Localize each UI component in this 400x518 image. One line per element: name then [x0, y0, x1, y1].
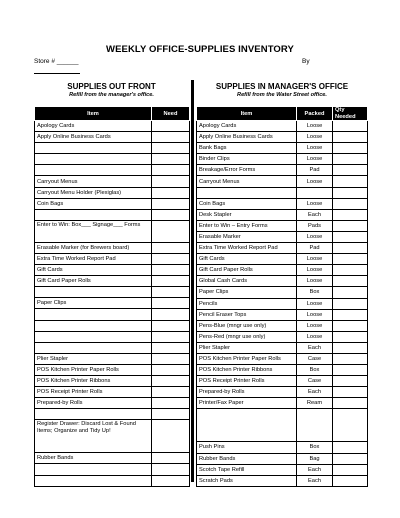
item-cell	[35, 342, 152, 353]
need-cell[interactable]	[152, 364, 190, 375]
qty-needed-cell[interactable]	[333, 442, 368, 453]
packed-cell: Loose	[297, 132, 333, 143]
qty-needed-cell[interactable]	[333, 220, 368, 231]
need-cell[interactable]	[152, 331, 190, 342]
qty-needed-cell[interactable]	[333, 387, 368, 398]
need-cell[interactable]	[152, 132, 190, 143]
qty-needed-cell[interactable]	[333, 398, 368, 409]
item-cell: Scratch Pads	[197, 475, 297, 486]
manager-office-subheading: Refill from the Water Street office.	[237, 92, 327, 98]
need-cell[interactable]	[152, 242, 190, 253]
item-cell: Pencils	[197, 298, 297, 309]
item-cell: Extra Time Worked Report Pad	[35, 253, 152, 264]
item-cell: Apology Cards	[35, 121, 152, 132]
qty-needed-cell[interactable]	[333, 121, 368, 132]
need-cell[interactable]	[152, 298, 190, 309]
packed-cell: Box	[297, 287, 333, 298]
item-cell: Global Cash Cards	[197, 276, 297, 287]
table-row	[35, 154, 190, 165]
table-row	[197, 165, 368, 176]
item-cell: Gift Cards	[35, 265, 152, 276]
qty-needed-cell[interactable]	[333, 287, 368, 298]
qty-needed-cell[interactable]	[333, 376, 368, 387]
table-row	[197, 287, 368, 298]
table-row	[35, 475, 190, 486]
table-row	[35, 375, 190, 386]
out-front-subheading: Refill from the manager's office.	[69, 92, 154, 98]
need-cell[interactable]	[152, 353, 190, 364]
packed-cell: Pad	[297, 165, 333, 176]
item-cell: Binder Clips	[197, 154, 297, 165]
packed-cell: Box	[297, 442, 333, 453]
item-cell: POS Kitchen Printer Paper Rolls	[197, 353, 297, 364]
packed-cell: Case	[297, 376, 333, 387]
item-cell: POS Receipt Printer Rolls	[197, 376, 297, 387]
need-cell[interactable]	[152, 165, 190, 176]
column-header-item: Item	[35, 107, 152, 121]
table-row	[35, 453, 190, 464]
item-cell	[35, 143, 152, 154]
item-cell: Coin Bags	[35, 198, 152, 209]
table-row	[35, 320, 190, 331]
item-cell	[35, 287, 152, 298]
out-front-section-header	[34, 82, 189, 98]
item-cell: POS Kitchen Printer Paper Rolls	[35, 364, 152, 375]
item-cell: Plier Stapler	[197, 342, 297, 353]
table-row	[197, 398, 368, 409]
packed-cell	[297, 409, 333, 442]
table-row	[35, 187, 190, 198]
packed-cell: Loose	[297, 198, 333, 209]
packed-cell: Loose	[297, 154, 333, 165]
packed-cell: Box	[297, 365, 333, 376]
manager-office-section-header	[197, 82, 367, 98]
item-cell: Prepared-by Rolls	[197, 387, 297, 398]
item-cell	[35, 309, 152, 320]
qty-needed-cell[interactable]	[333, 143, 368, 154]
table-row	[197, 231, 368, 242]
item-cell: Erasable Marker (for Brewers board)	[35, 242, 152, 253]
qty-needed-cell[interactable]	[333, 475, 368, 486]
item-cell: Plier Stapler	[35, 353, 152, 364]
packed-cell: Loose	[297, 143, 333, 154]
table-row	[197, 176, 368, 187]
packed-cell: Bag	[297, 453, 333, 464]
item-cell	[35, 154, 152, 165]
table-row	[35, 132, 190, 143]
item-cell	[35, 320, 152, 331]
packed-cell: Each	[297, 464, 333, 475]
packed-cell: Ream	[297, 398, 333, 409]
store-blank-line	[34, 73, 80, 74]
qty-needed-cell[interactable]	[333, 198, 368, 209]
packed-cell: Loose	[297, 320, 333, 331]
item-cell: Bank Bags	[197, 143, 297, 154]
table-row	[197, 331, 368, 342]
table-row	[35, 387, 190, 398]
column-header-need: Need	[152, 107, 190, 121]
packed-cell: Each	[297, 387, 333, 398]
need-cell[interactable]	[152, 220, 190, 242]
qty-needed-cell[interactable]	[333, 309, 368, 320]
need-cell[interactable]	[152, 276, 190, 287]
table-row	[197, 220, 368, 231]
table-row	[197, 121, 368, 132]
store-number-label: Store # ______	[34, 58, 79, 65]
need-cell[interactable]	[152, 464, 190, 475]
item-cell	[35, 409, 152, 420]
by-label: By	[302, 58, 310, 65]
column-header-qty-needed: Qty Needed	[333, 107, 368, 121]
table-row	[35, 253, 190, 264]
table-row	[197, 464, 368, 475]
qty-needed-cell[interactable]	[333, 165, 368, 176]
table-row	[197, 132, 368, 143]
item-cell: POS Kitchen Printer Ribbons	[35, 375, 152, 386]
table-row	[197, 342, 368, 353]
table-row	[197, 254, 368, 265]
table-row	[197, 453, 368, 464]
packed-cell: Loose	[297, 265, 333, 276]
need-cell[interactable]	[152, 198, 190, 209]
column-header-packed: Packed	[297, 107, 333, 121]
need-cell[interactable]	[152, 154, 190, 165]
qty-needed-cell[interactable]	[333, 154, 368, 165]
packed-cell: Each	[297, 342, 333, 353]
packed-cell: Loose	[297, 276, 333, 287]
need-cell[interactable]	[152, 265, 190, 276]
table-row	[35, 353, 190, 364]
table-row	[197, 154, 368, 165]
table-row	[35, 121, 190, 132]
item-cell: Carryout Menus	[35, 176, 152, 187]
table-row	[197, 442, 368, 453]
qty-needed-cell[interactable]	[333, 209, 368, 220]
item-cell: Pencil Eraser Tops	[197, 309, 297, 320]
qty-needed-cell[interactable]	[333, 132, 368, 143]
table-row	[35, 242, 190, 253]
item-cell: Apply Online Business Cards	[35, 132, 152, 143]
item-cell: Carryout Menus	[197, 176, 297, 187]
table-row	[35, 276, 190, 287]
item-cell: Rubber Bands	[35, 453, 152, 464]
item-cell: Gift Card Paper Rolls	[35, 276, 152, 287]
table-row	[197, 376, 368, 387]
qty-needed-cell[interactable]	[333, 453, 368, 464]
qty-needed-cell[interactable]	[333, 320, 368, 331]
need-cell[interactable]	[152, 121, 190, 132]
need-cell[interactable]	[152, 375, 190, 386]
item-cell: Prepared-by Rolls	[35, 398, 152, 409]
page-title: WEEKLY OFFICE-SUPPLIES INVENTORY	[106, 44, 294, 55]
item-cell: Desk Stapler	[197, 209, 297, 220]
table-row	[35, 309, 190, 320]
out-front-table	[34, 106, 190, 487]
item-cell: Pens-Red (mngr use only)	[197, 331, 297, 342]
table-row	[35, 364, 190, 375]
packed-cell: Loose	[297, 298, 333, 309]
packed-cell: Loose	[297, 176, 333, 187]
packed-cell: Loose	[297, 331, 333, 342]
qty-needed-cell[interactable]	[333, 409, 368, 442]
qty-needed-cell[interactable]	[333, 187, 368, 198]
table-row	[35, 409, 190, 420]
table-row	[197, 143, 368, 154]
item-cell: Printer/Fax Paper	[197, 398, 297, 409]
table-row	[197, 365, 368, 376]
need-cell[interactable]	[152, 176, 190, 187]
need-cell[interactable]	[152, 309, 190, 320]
item-cell: Gift Card Paper Rolls	[197, 265, 297, 276]
need-cell[interactable]	[152, 453, 190, 464]
item-cell: Pens-Blue (mngr use only)	[197, 320, 297, 331]
item-cell	[197, 187, 297, 198]
column-header-item: Item	[197, 107, 297, 121]
qty-needed-cell[interactable]	[333, 243, 368, 254]
manager-office-heading: SUPPLIES IN MANAGER'S OFFICE	[215, 82, 349, 91]
qty-needed-cell[interactable]	[333, 254, 368, 265]
table-row	[35, 298, 190, 309]
item-cell: Register Drawer: Discard Lost & Found Items; Organize and Tidy Up!	[35, 420, 152, 453]
table-row	[197, 209, 368, 220]
packed-cell: Loose	[297, 254, 333, 265]
need-cell[interactable]	[152, 398, 190, 409]
table-row	[35, 331, 190, 342]
need-cell[interactable]	[152, 253, 190, 264]
item-cell: Carryout Menu Holder (Plexiglas)	[35, 187, 152, 198]
item-cell: Gift Cards	[197, 254, 297, 265]
need-cell[interactable]	[152, 143, 190, 154]
item-cell: Apply Online Business Cards	[197, 132, 297, 143]
packed-cell: Each	[297, 209, 333, 220]
item-cell: Apology Cards	[197, 121, 297, 132]
packed-cell: Case	[297, 353, 333, 364]
packed-cell: Loose	[297, 121, 333, 132]
qty-needed-cell[interactable]	[333, 342, 368, 353]
manager-office-table	[196, 106, 368, 487]
table-row	[197, 320, 368, 331]
table-row	[197, 387, 368, 398]
qty-needed-cell[interactable]	[333, 365, 368, 376]
table-row	[197, 475, 368, 486]
need-cell[interactable]	[152, 320, 190, 331]
item-cell: POS Receipt Printer Rolls	[35, 387, 152, 398]
table-row	[197, 298, 368, 309]
table-row	[35, 176, 190, 187]
item-cell: POS Kitchen Printer Ribbons	[197, 365, 297, 376]
packed-cell: Loose	[297, 309, 333, 320]
need-cell[interactable]	[152, 409, 190, 420]
need-cell[interactable]	[152, 187, 190, 198]
packed-cell: Loose	[297, 231, 333, 242]
table-row	[197, 409, 368, 442]
item-cell	[35, 331, 152, 342]
table-row	[197, 265, 368, 276]
table-row	[35, 220, 190, 242]
item-cell: Erasable Marker	[197, 231, 297, 242]
need-cell[interactable]	[152, 287, 190, 298]
table-row	[35, 342, 190, 353]
table-row	[197, 187, 368, 198]
table-row	[35, 420, 190, 453]
column-divider	[191, 80, 194, 482]
item-cell	[35, 464, 152, 475]
item-cell	[35, 475, 152, 486]
table-row	[197, 243, 368, 254]
item-cell: Scotch Tape Refill	[197, 464, 297, 475]
item-cell	[197, 409, 297, 442]
item-cell: Push Pins	[197, 442, 297, 453]
item-cell: Coin Bags	[197, 198, 297, 209]
need-cell[interactable]	[152, 342, 190, 353]
table-row	[35, 398, 190, 409]
packed-cell: Each	[297, 475, 333, 486]
item-cell: Breakage/Error Forms	[197, 165, 297, 176]
qty-needed-cell[interactable]	[333, 464, 368, 475]
out-front-heading: SUPPLIES OUT FRONT	[67, 82, 156, 91]
need-cell[interactable]	[152, 209, 190, 220]
item-cell: Enter to Win: Box___ Signage___ Forms	[35, 220, 152, 242]
item-cell	[35, 209, 152, 220]
table-row	[35, 287, 190, 298]
table-row	[197, 353, 368, 364]
need-cell[interactable]	[152, 387, 190, 398]
table-row	[35, 198, 190, 209]
item-cell: Paper Clips	[35, 298, 152, 309]
qty-needed-cell[interactable]	[333, 353, 368, 364]
item-cell	[35, 165, 152, 176]
table-row	[35, 464, 190, 475]
table-row	[35, 143, 190, 154]
item-cell: Paper Clips	[197, 287, 297, 298]
item-cell: Rubber Bands	[197, 453, 297, 464]
table-row	[35, 209, 190, 220]
qty-needed-cell[interactable]	[333, 265, 368, 276]
item-cell: Enter to Win – Entry Forms	[197, 220, 297, 231]
need-cell[interactable]	[152, 475, 190, 486]
need-cell[interactable]	[152, 420, 190, 453]
qty-needed-cell[interactable]	[333, 331, 368, 342]
qty-needed-cell[interactable]	[333, 298, 368, 309]
item-cell: Extra Time Worked Report Pad	[197, 243, 297, 254]
packed-cell: Pads	[297, 220, 333, 231]
table-row	[35, 265, 190, 276]
packed-cell: Pad	[297, 243, 333, 254]
qty-needed-cell[interactable]	[333, 176, 368, 187]
table-row	[197, 198, 368, 209]
packed-cell	[297, 187, 333, 198]
table-row	[35, 165, 190, 176]
qty-needed-cell[interactable]	[333, 276, 368, 287]
qty-needed-cell[interactable]	[333, 231, 368, 242]
table-row	[197, 276, 368, 287]
table-row	[197, 309, 368, 320]
